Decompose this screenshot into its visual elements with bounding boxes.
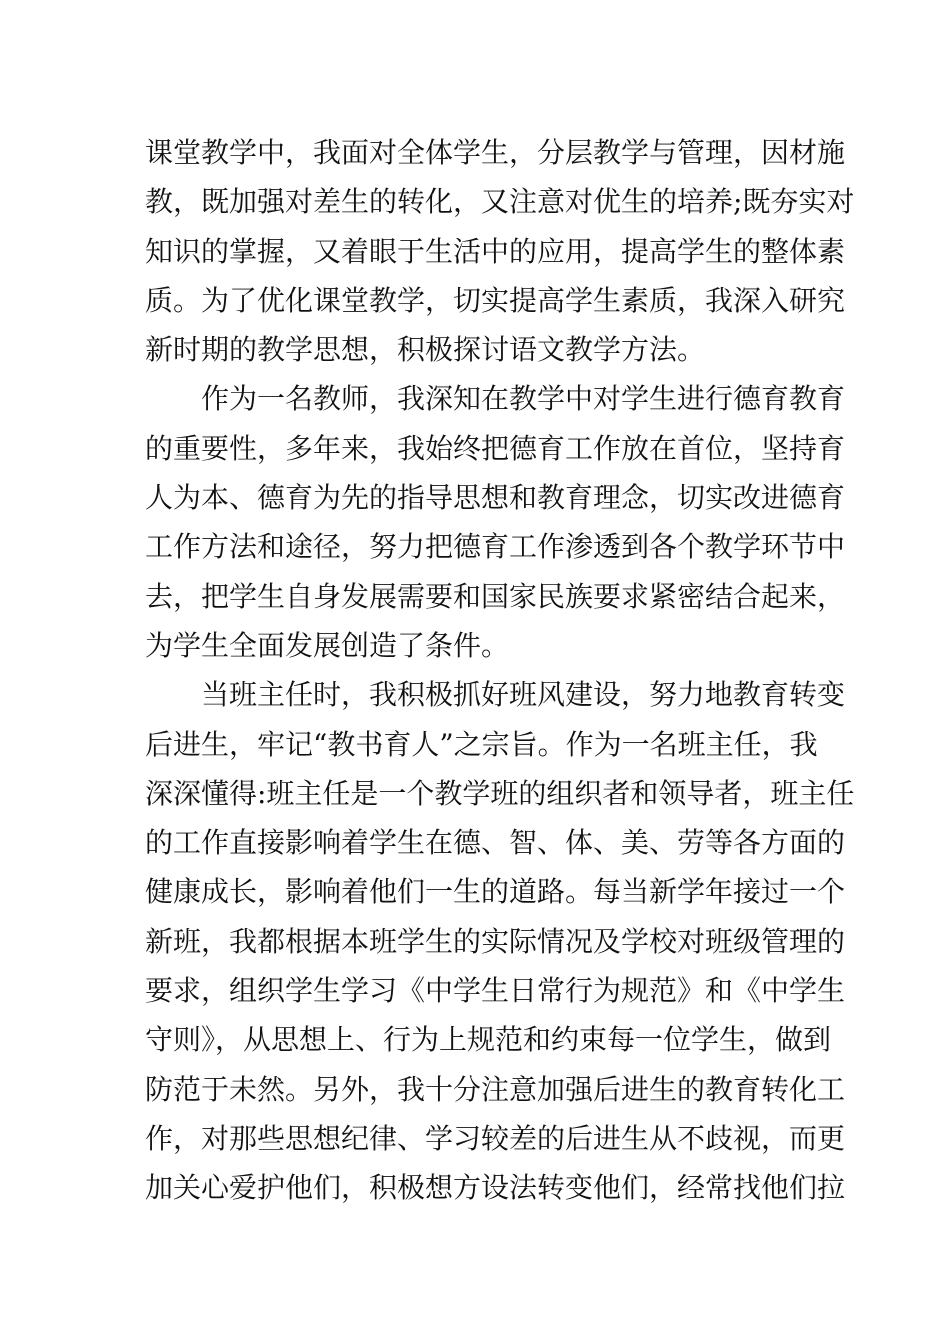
text-line-18: 要求，组织学生学习《中学生日常行为规范》和《中学生 <box>145 974 846 1008</box>
text-line-3: 知识的掌握，又着眼于生活中的应用，提高学生的整体素 <box>145 234 846 268</box>
text-line-12: 当班主任时，我积极抓好班风建设，努力地教育转变 <box>201 678 846 712</box>
text-line-5: 新时期的教学思想，积极探讨语文教学方法。 <box>145 333 706 367</box>
text-line-2: 教，既加强对差生的转化，又注意对优生的培养;既夯实对 <box>145 185 855 219</box>
text-line-15: 的工作直接影响着学生在德、智、体、美、劳等各方面的 <box>145 826 846 860</box>
text-line-1: 课堂教学中，我面对全体学生，分层教学与管理，因材施 <box>145 136 846 169</box>
text-line-11: 为学生全面发展创造了条件。 <box>145 628 510 662</box>
text-line-13: 后进生，牢记“教书育人”之宗旨。作为一名班主任，我 <box>145 727 818 761</box>
text-line-17: 新班，我都根据本班学生的实际情况及学校对班级管理的 <box>145 924 846 958</box>
text-line-7: 的重要性，多年来，我始终把德育工作放在首位，坚持育 <box>145 431 846 465</box>
text-line-9: 工作方法和途径，努力把德育工作渗透到各个教学环节中 <box>145 530 846 564</box>
text-line-14: 深深懂得:班主任是一个教学班的组织者和领导者，班主任 <box>145 776 855 810</box>
text-line-21: 作，对那些思想纪律、学习较差的后进生从不歧视，而更 <box>145 1121 846 1155</box>
text-line-16: 健康成长，影响着他们一生的道路。每当新学年接过一个 <box>145 875 846 909</box>
text-line-10: 去，把学生自身发展需要和国家民族要求紧密结合起来， <box>145 579 846 613</box>
text-line-20: 防范于未然。另外，我十分注意加强后进生的教育转化工 <box>145 1072 846 1106</box>
text-line-22: 加关心爱护他们，积极想方设法转变他们，经常找他们拉 <box>145 1171 846 1205</box>
text-line-6: 作为一名教师，我深知在教学中对学生进行德育教育 <box>201 382 846 416</box>
text-line-4: 质。为了优化课堂教学，切实提高学生素质，我深入研究 <box>145 283 846 317</box>
text-line-8: 人为本、德育为先的指导思想和教育理念，切实改进德育 <box>145 481 846 515</box>
body-text <box>145 128 855 1213</box>
text-line-19: 守则》，从思想上、行为上规范和约束每一位学生，做到 <box>145 1023 832 1057</box>
